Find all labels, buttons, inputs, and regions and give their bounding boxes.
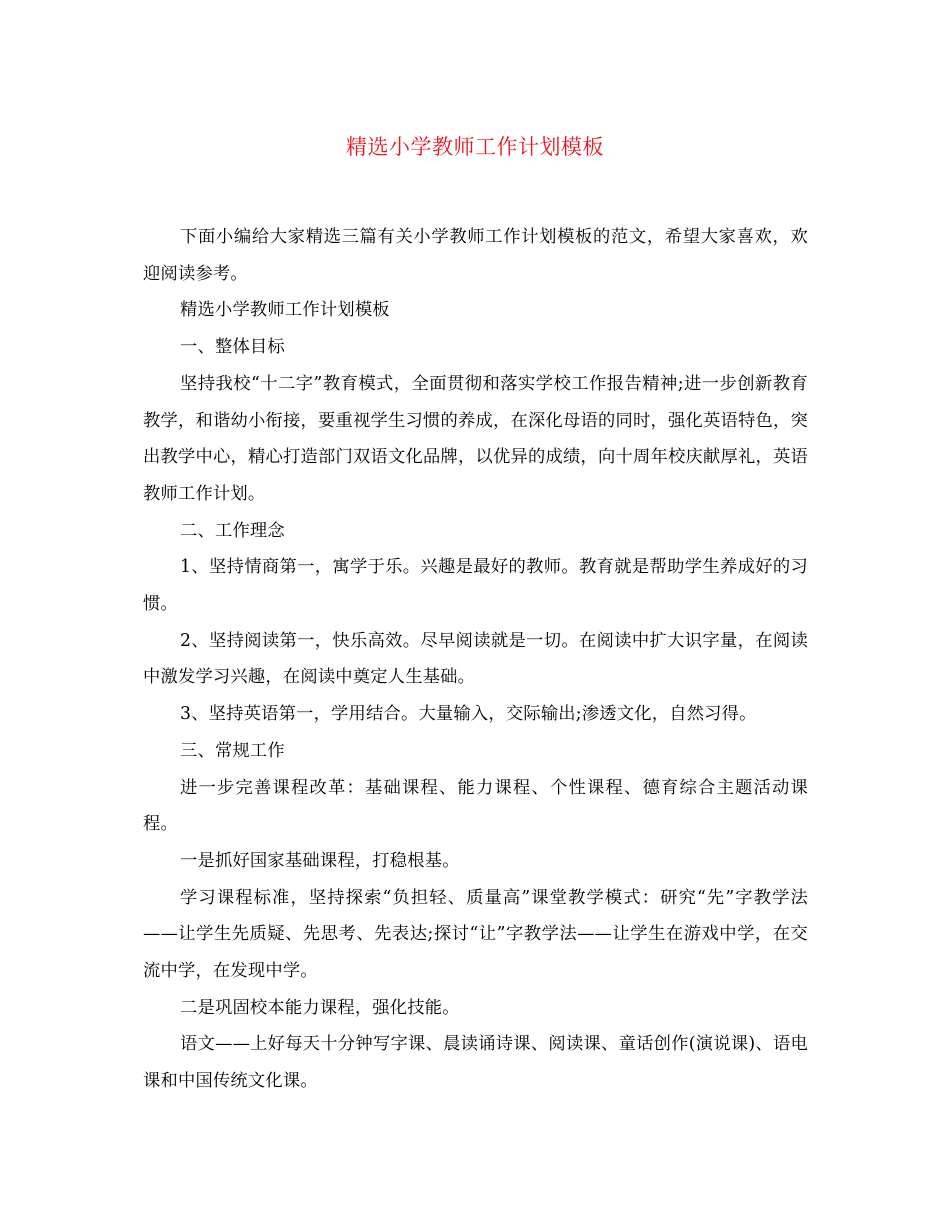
paragraph: 3、坚持英语第一，学用结合。大量输入，交际输出;渗透文化，自然习得。 <box>180 704 757 725</box>
paragraph: 一是抓好国家基础课程，打稳根基。 <box>180 850 460 871</box>
paragraph: 进一步完善课程改革：基础课程、能力课程、个性课程、德育综合主题活动课程。 <box>143 777 808 835</box>
paragraph: 二是巩固校本能力课程，强化技能。 <box>180 997 460 1018</box>
paragraph-subtitle: 精选小学教师工作计划模板 <box>180 300 390 321</box>
document-title: 精选小学教师工作计划模板 <box>346 135 604 159</box>
paragraph: 2、坚持阅读第一，快乐高效。尽早阅读就是一切。在阅读中扩大识字量，在阅读中激发学习兴趣，在阅读中奠定人生基础。 <box>143 630 808 688</box>
document-body <box>143 219 808 1100</box>
paragraph: 1、坚持情商第一，寓学于乐。兴趣是最好的教师。教育就是帮助学生养成好的习惯。 <box>143 557 808 615</box>
section-heading-3: 三、常规工作 <box>180 740 285 761</box>
section-heading-1: 一、整体目标 <box>180 337 285 358</box>
section-heading-2: 二、工作理念 <box>180 520 285 541</box>
paragraph-intro: 下面小编给大家精选三篇有关小学教师工作计划模板的范文，希望大家喜欢，欢迎阅读参考。 <box>143 227 808 284</box>
paragraph: 语文——上好每天十分钟写字课、晨读诵诗课、阅读课、童话创作(演说课)、语电课和中国传统文化课。 <box>143 1034 808 1092</box>
paragraph: 学习课程标准，坚持探索“负担轻、质量高”课堂教学模式：研究“先”字教学法——让学生先质疑、先思考、先表达;探讨“让”字教学法——让学生在游戏中学，在交流中学，在发现中学。 <box>143 887 808 982</box>
paragraph: 坚持我校“十二字”教育模式，全面贯彻和落实学校工作报告精神;进一步创新教育教学，和谐幼小衔接，要重视学生习惯的养成，在深化母语的同时，强化英语特色，突出教学中心，精心打造部门双语文化品牌，以优异的成绩，向十周年校庆献厚礼，英语教师工作计划。 <box>143 373 808 504</box>
